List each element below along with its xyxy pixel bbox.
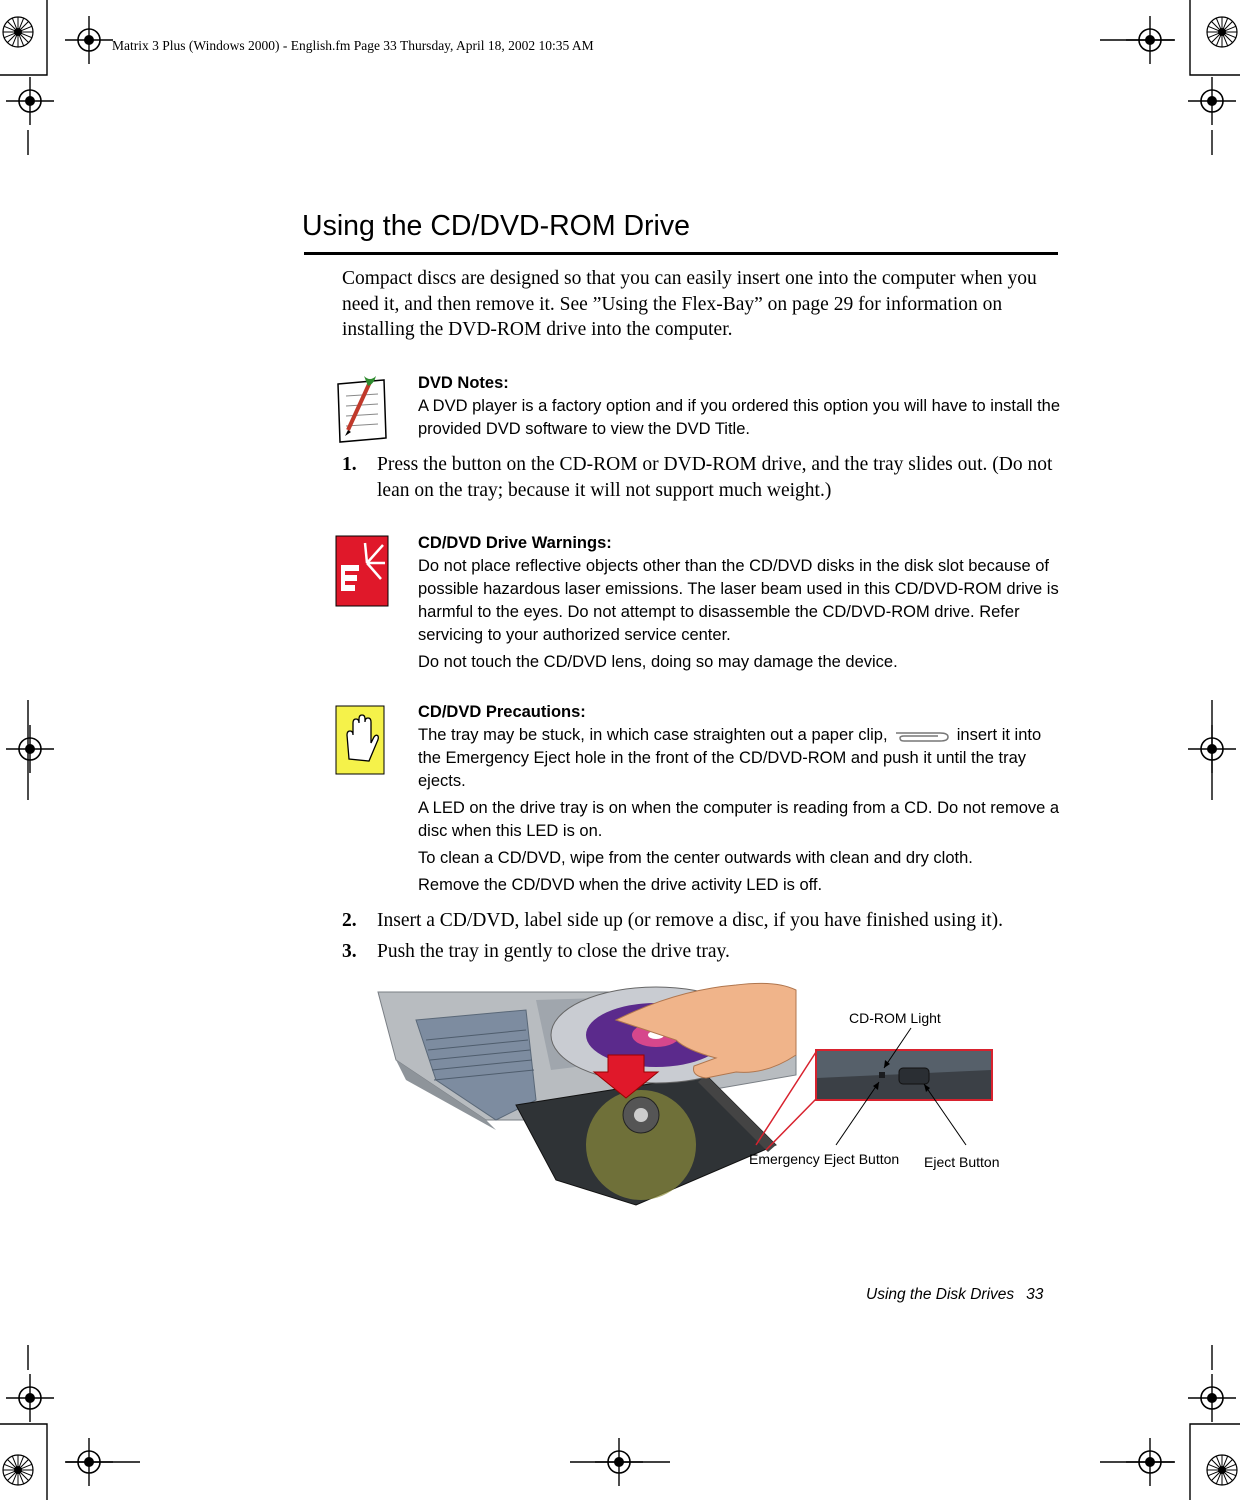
precautions-text-before: The tray may be stuck, in which case straighten out a paper clip,: [418, 726, 888, 744]
emergency-eject-label: Emergency Eject Button: [749, 1151, 900, 1167]
paper-clip-icon: [894, 729, 950, 743]
precautions-text: [418, 724, 1068, 793]
title-rule: [304, 252, 1058, 255]
footer-page-number: 33: [1026, 1286, 1044, 1303]
running-header: Matrix 3 Plus (Windows 2000) - English.fm Page 33 Thursday, April 18, 2002 10:35 AM: [112, 38, 594, 53]
step-2-text: Insert a CD/DVD, label side up (or remove a disc, if you have finished using it).: [377, 910, 1004, 931]
note-pencil-icon: [334, 374, 390, 444]
step-1: [342, 452, 1062, 503]
warnings-text: Do not place reflective objects other than the CD/DVD disks in the disk slot because of possible hazardous laser emissions. The laser beam used in this CD/DVD-ROM drive is harmful to the eyes. Do not attempt to disassemble the CD/DVD-ROM drive. Refer servicing to your authorized service center.: [418, 557, 1059, 644]
dvd-notes-title: DVD Notes:: [418, 374, 509, 392]
step-2-number: 2.: [342, 910, 357, 931]
section-title: Using the CD/DVD-ROM Drive: [302, 210, 690, 242]
precautions-remove-text: Remove the CD/DVD when the drive activity LED is off.: [418, 876, 823, 894]
dvd-notes: [418, 372, 1068, 441]
stop-hand-icon: [335, 705, 385, 775]
step-2: [342, 908, 1062, 934]
drive-precautions: [418, 701, 1068, 897]
dvd-notes-text: A DVD player is a factory option and if you ordered this option you will have to install the provided DVD software to view the DVD Title.: [418, 397, 1061, 438]
intro-paragraph: Compact discs are designed so that you can easily insert one into the computer when you need it, and then remove it. See ”Using the Flex-Bay” on page 29 for information on installing the DVD-ROM drive into the computer.: [342, 268, 1037, 340]
step-1-text: Press the button on the CD-ROM or DVD-ROM drive, and the tray slides out. (Do not lean on the tray; because it will not support much weight.): [377, 454, 1053, 501]
step-3-number: 3.: [342, 941, 357, 962]
step-1-number: 1.: [342, 454, 357, 475]
cd-rom-light-label: CD-ROM Light: [849, 1010, 941, 1026]
step-3-text: Push the tray in gently to close the drive tray.: [377, 941, 730, 962]
warnings-lens-text: Do not touch the CD/DVD lens, doing so may damage the device.: [418, 653, 898, 671]
precautions-text-after: insert it into the Emergency Eject hole in the front of the CD/DVD-ROM and push it until the tray ejects.: [418, 726, 1042, 790]
precautions-title: CD/DVD Precautions:: [418, 703, 586, 721]
eject-button-label: Eject Button: [924, 1154, 1000, 1170]
drive-warnings: [418, 532, 1068, 674]
warnings-title: CD/DVD Drive Warnings:: [418, 534, 612, 552]
page-footer: [866, 1286, 1043, 1304]
footer-chapter: Using the Disk Drives: [866, 1286, 1015, 1303]
laser-warning-icon: [335, 535, 389, 607]
step-3: [342, 939, 1062, 965]
precautions-led-text: A LED on the drive tray is on when the computer is reading from a CD. Do not remove a disc when this LED is on.: [418, 799, 1060, 840]
precautions-clean-text: To clean a CD/DVD, wipe from the center outwards with clean and dry cloth.: [418, 849, 973, 867]
